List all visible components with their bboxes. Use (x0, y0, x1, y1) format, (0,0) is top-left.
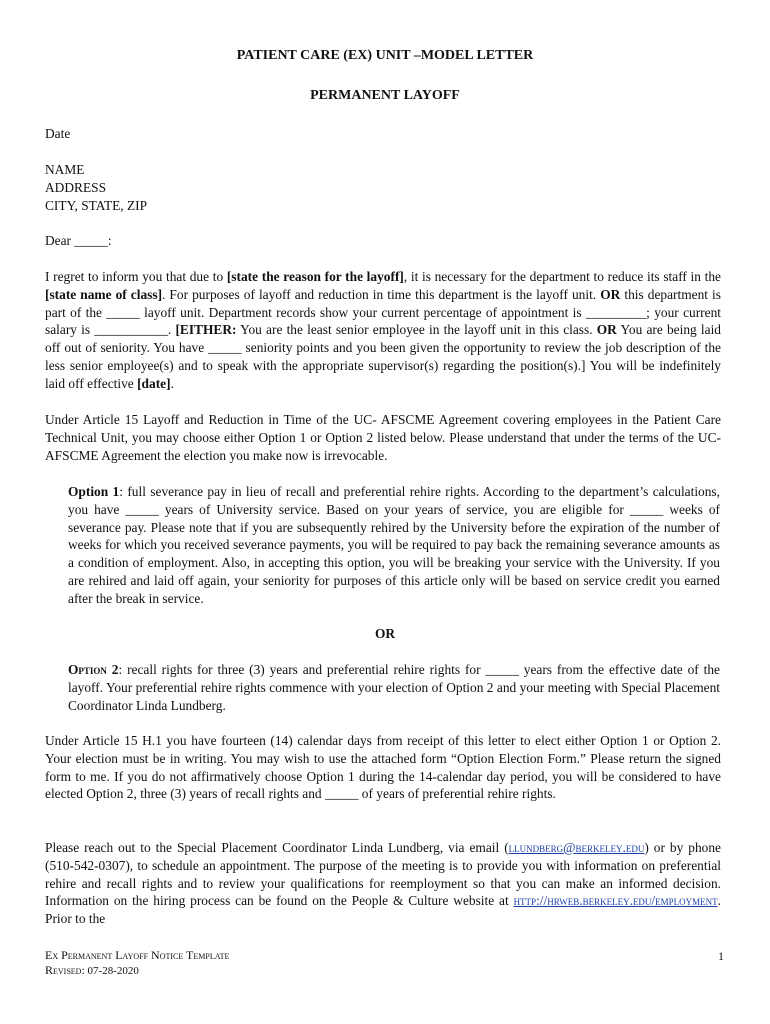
page-subtitle: PERMANENT LAYOFF (310, 88, 460, 103)
option-2-label: Option 2 (68, 662, 119, 677)
placeholder-class: [state name of class] (45, 286, 163, 302)
text: . Prior to the (45, 893, 721, 927)
page-title: PATIENT CARE (EX) UNIT –MODEL LETTER (236, 48, 534, 63)
option-2-text: : recall rights for three (3) years and preferential rehire rights for _____ years from the effective date of the layoff. Your preferential rehire rights commence with your election of Option 2 and your meeting with Special Placement Coordinator Linda Lundberg. (68, 662, 720, 713)
footer-revised (45, 963, 725, 979)
footer (45, 948, 725, 979)
revised-label: Revised: (45, 963, 85, 977)
or-divider: OR (374, 626, 396, 641)
text: ) or by phone (510-542-0307), to schedule an appointment. The purpose of the meeting is to provide you with information on preferential rehire and recall rights and to review your qualifications for reemployment so that you can make an informed decision. Information on the hiring process can be found on the People & Culture website at (45, 840, 722, 909)
paragraph-election-deadline: Under Article 15 H.1 you have fourteen (14) calendar days from receipt of this letter to elect either Option 1 or Option 2. Your election must be in writing. You may wish to use the attached form “Option Election Form.” Please return the signed form to me. If you do not affirmatively choose Option 1 during the 14-calendar day period, you will be considered to have elected Option 2, three (3) years of recall rights and _____ of years of preferential rehire rights. (45, 733, 721, 802)
paragraph-contact (45, 839, 721, 928)
or-keyword: OR (600, 286, 621, 302)
either-keyword: [EITHER: (175, 322, 237, 338)
or-keyword: OR (596, 322, 617, 338)
option-2-paragraph (68, 661, 720, 714)
address-block (45, 161, 721, 214)
address-street: ADDRESS (45, 179, 107, 195)
page-number: 1 (718, 949, 724, 963)
employment-website-link[interactable]: http://hrweb.berkeley.edu/employment (513, 893, 718, 909)
placeholder-date: [date] (137, 375, 171, 391)
email-link[interactable]: llundberg@berkeley.edu (508, 840, 645, 855)
text: . (170, 375, 174, 391)
text: I regret to inform you that due to (45, 269, 227, 284)
text: , it is necessary for the department to reduce its staff in the (403, 269, 721, 284)
paragraph-article-15: Under Article 15 Layoff and Reduction in Time of the UC- AFSCME Agreement covering employees in the Patient Care Technical Unit, you may choose either Option 1 or Option 2 listed below. Please understand that under the terms of the UC-AFSCME Agreement the election you make now is irrevocable. (45, 412, 721, 463)
option-1-text: : full severance pay in lieu of recall and preferential rehire rights. According to the department’s calculations, you have _____ years of University service. Based on your years of service, you are eligible for _____ weeks of severance pay. Please note that if you are subsequently rehired by the University before the expiration of the number of weeks for which you received severance payments, you will be required to pay back the remaining severance amounts as a condition of employment. Also, in accepting this option, you will be breaking your service with the University. If you are rehired and laid off again, your seniority for purposes of this article only will be based on service credit you earned after the break in service. (68, 484, 720, 606)
paragraph-layoff-reason (45, 268, 721, 393)
text: You are being laid off out of seniority. You have _____ seniority points and you been given the opportunity to review the job description of the less senior employee(s) and to speak with the appropriate supervisor(s) regarding the position(s).] You will be indefinitely laid off effective (45, 322, 721, 391)
text: . For purposes of layoff and reduction in time this department is the layoff unit. (162, 286, 601, 302)
revised-date: 07-28-2020 (84, 965, 139, 977)
option-1-label: Option 1 (68, 484, 120, 499)
footer-template-name: Ex Permanent Layoff Notice Template (45, 948, 230, 962)
address-name: NAME (45, 162, 85, 177)
option-1-paragraph (68, 483, 720, 608)
text: Please reach out to the Special Placement Coordinator Linda Lundberg, via email ( (45, 840, 509, 855)
placeholder-reason: [state the reason for the layoff] (226, 269, 404, 284)
text: You are the least senior employee in the layoff unit in this class. (236, 322, 597, 338)
text: this department is part of the _____ layoff unit. Department records show your current percentage of appointment is _________; your current salary is ___________. (45, 286, 721, 338)
date-line: Date (45, 126, 71, 141)
salutation: Dear _____: (45, 233, 112, 248)
address-city: CITY, STATE, ZIP (45, 197, 148, 213)
